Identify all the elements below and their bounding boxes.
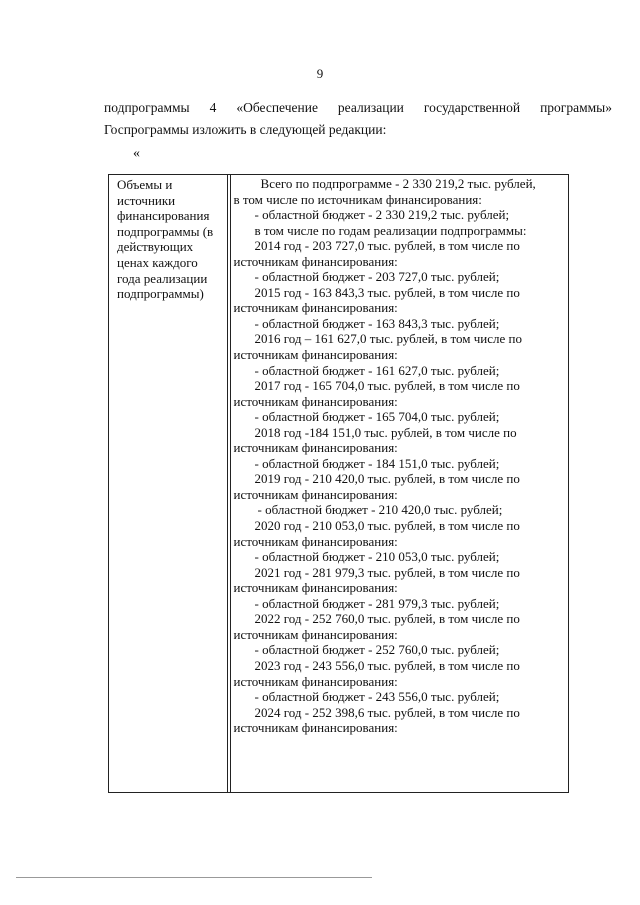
table-right-cell (230, 175, 568, 792)
table-line: источникам финансирования: (233, 580, 398, 596)
table-line: источникам финансирования: (233, 533, 398, 549)
table-line: - областной бюджет - 243 556,0 тыс. рублей; (254, 689, 500, 705)
table-line: 2022 год - 252 760,0 тыс. рублей, в том числе по (254, 611, 520, 627)
financing-table (108, 174, 569, 793)
table-line: - областной бюджет - 2 330 219,2 тыс. рублей; (254, 207, 510, 223)
table-line: 2016 год – 161 627,0 тыс. рублей, в том числе по (254, 331, 522, 347)
table-line: источникам финансирования: (233, 300, 398, 316)
table-line: источникам финансирования: (233, 626, 398, 642)
table-line: 2014 год - 203 727,0 тыс. рублей, в том числе по (254, 238, 520, 254)
table-line: - областной бюджет - 210 053,0 тыс. рублей; (254, 549, 500, 565)
table-line: источникам финансирования: (233, 673, 398, 689)
table-line: 2023 год - 243 556,0 тыс. рублей, в том числе по (254, 657, 520, 673)
table-line: источникам финансирования: (233, 347, 398, 363)
table-line: - областной бюджет - 161 627,0 тыс. рублей; (254, 362, 500, 378)
table-line: - областной бюджет - 163 843,3 тыс. рублей; (254, 315, 500, 331)
table-line: - областной бюджет - 252 760,0 тыс. рублей; (254, 642, 500, 658)
table-line: - областной бюджет - 281 979,3 тыс. рублей; (254, 595, 500, 611)
table-line: 2020 год - 210 053,0 тыс. рублей, в том числе по (254, 518, 520, 534)
table-line: источникам финансирования: (233, 486, 398, 502)
intro-line-1: подпрограммы 4 «Обеспечение реализации государственной программы» (104, 100, 612, 115)
table-line: источникам финансирования: (233, 440, 398, 456)
table-line: в том числе по годам реализации подпрограммы: (254, 222, 527, 238)
table-line: 2017 год - 165 704,0 тыс. рублей, в том числе по (254, 378, 520, 394)
table-line: источникам финансирования: (233, 720, 398, 736)
table-line: источникам финансирования: (233, 393, 398, 409)
table-line: - областной бюджет - 210 420,0 тыс. рублей; (257, 502, 503, 518)
table-line: источникам финансирования: (233, 253, 398, 269)
footer-rule (16, 877, 372, 878)
page-number: 9 (316, 66, 324, 81)
table-line: - областной бюджет - 203 727,0 тыс. рублей; (254, 269, 500, 285)
opening-quote: « (133, 146, 140, 161)
intro-line-2: Госпрограммы изложить в следующей редакции: (104, 122, 387, 137)
table-line: в том числе по источникам финансирования: (233, 191, 482, 207)
table-line: - областной бюджет - 184 151,0 тыс. рублей; (254, 455, 500, 471)
table-line: 2024 год - 252 398,6 тыс. рублей, в том числе по (254, 704, 520, 720)
table-line: - областной бюджет - 165 704,0 тыс. рублей; (254, 409, 500, 425)
table-line: 2015 год - 163 843,3 тыс. рублей, в том числе по (254, 284, 520, 300)
table-line: 2019 год - 210 420,0 тыс. рублей, в том числе по (254, 471, 520, 487)
table-line: 2021 год - 281 979,3 тыс. рублей, в том числе по (254, 564, 520, 580)
table-line: 2018 год -184 151,0 тыс. рублей, в том числе по (254, 424, 517, 440)
table-left-cell: Объемы и источники финансирования подпрограммы (в действующих ценах каждого года реализации подпрограммы) (109, 175, 228, 792)
table-line: Всего по подпрограмме - 2 330 219,2 тыс. рублей, (260, 176, 536, 191)
